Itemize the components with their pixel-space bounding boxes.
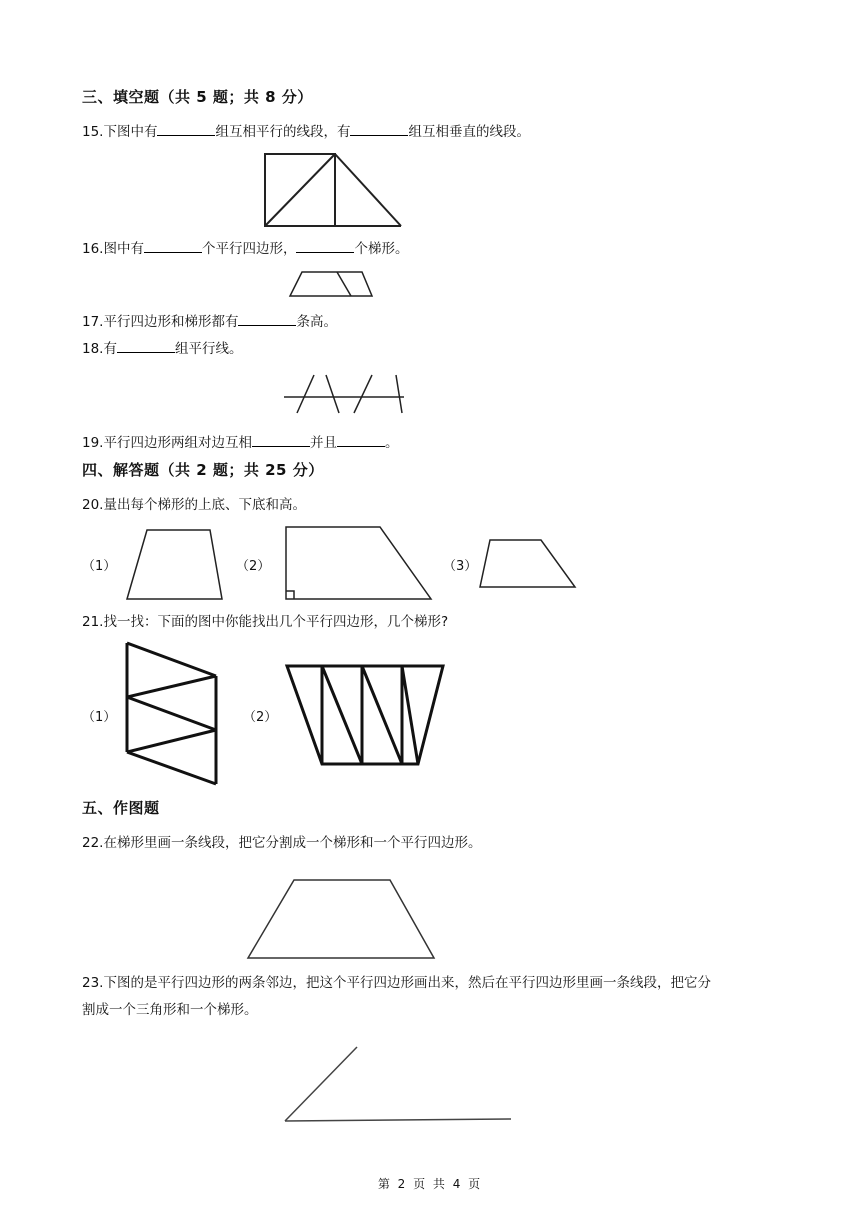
q19-text-c: 。 bbox=[384, 435, 399, 451]
question-21: 21.找一找：下面的图中你能找出几个平行四边形，几个梯形? bbox=[82, 614, 449, 630]
q17-text-b: 条高。 bbox=[296, 314, 337, 330]
q21-label-2: （2） bbox=[243, 710, 278, 725]
section-5-heading: 五、作图题 bbox=[82, 799, 160, 817]
q16-text-a: 16.图中有 bbox=[82, 241, 144, 257]
question-23-line-1: 23.下图的是平行四边形的两条邻边，把这个平行四边形画出来，然后在平行四边形里画一条线段，把它分 bbox=[82, 975, 711, 991]
q19-text-a: 19.平行四边形两组对边互相 bbox=[82, 435, 252, 451]
q18-text-a: 18.有 bbox=[82, 341, 117, 357]
q19-text-b: 并且 bbox=[309, 435, 337, 451]
q15-text-c: 组互相垂直的线段。 bbox=[408, 124, 530, 140]
q20-label-3: （3） bbox=[443, 559, 478, 574]
q18-text-b: 组平行线。 bbox=[174, 341, 243, 357]
question-22: 22.在梯形里画一条线段，把它分割成一个梯形和一个平行四边形。 bbox=[82, 835, 482, 851]
q16-text-c: 个梯形。 bbox=[354, 241, 409, 257]
q15-text-b: 组互相平行的线段，有 bbox=[215, 124, 351, 140]
question-23-line-2: 割成一个三角形和一个梯形。 bbox=[82, 1002, 258, 1018]
q20-label-2: （2） bbox=[236, 559, 271, 574]
page-footer: 第 2 页 共 4 页 bbox=[377, 1177, 483, 1191]
q16-text-b: 个平行四边形， bbox=[201, 241, 297, 257]
question-20: 20.量出每个梯形的上底、下底和高。 bbox=[82, 497, 306, 513]
q21-label-1: （1） bbox=[82, 710, 117, 725]
q15-text-a: 15.下图中有 bbox=[82, 124, 158, 140]
q17-text-a: 17.平行四边形和梯形都有 bbox=[82, 314, 239, 330]
section-3-heading: 三、填空题（共 5 题；共 8 分） bbox=[82, 88, 313, 106]
q20-label-1: （1） bbox=[82, 559, 117, 574]
section-4-heading: 四、解答题（共 2 题；共 25 分） bbox=[82, 461, 324, 479]
